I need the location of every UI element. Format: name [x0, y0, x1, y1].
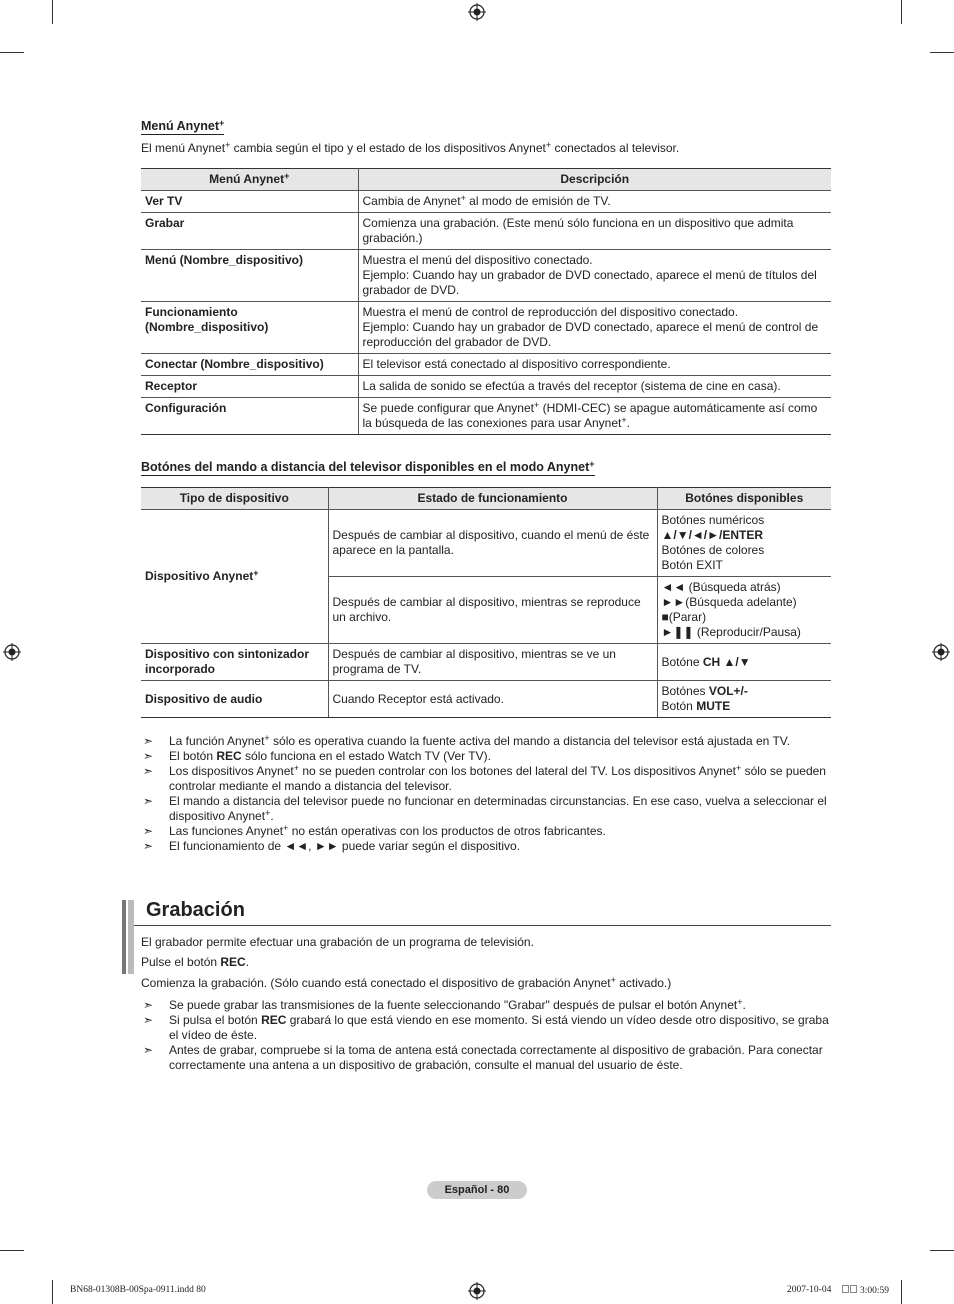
table-header: Estado de funcionamiento [328, 488, 657, 510]
buttons-cell: Botónes VOL+/- Botón MUTE [657, 681, 831, 718]
grabacion-paragraph: Comienza la grabación. (Sólo cuando está conectado el dispositivo de grabación Anynet+ activado.) [141, 975, 672, 990]
note-item: ➣ La función Anynet+ sólo es operativa cuando la fuente activa del mando a distancia del televisor está ajustada en TV. [143, 733, 791, 748]
note-arrow-icon: ➣ [143, 839, 154, 853]
note-arrow-icon: ➣ [143, 998, 154, 1012]
state-cell: Después de cambiar al dispositivo, mientras se reproduce un archivo. [328, 577, 657, 644]
footer-time: 3:00:59 [842, 1285, 889, 1296]
crop-mark [930, 1250, 954, 1251]
table-row [141, 302, 831, 354]
description-cell: Muestra el menú de control de reproducción del dispositivo conectado. Ejemplo: Cuando hay un grabador de DVD conectado, aparece el menú de control de reproducción del grabador de DVD. [358, 302, 831, 354]
crop-mark [52, 1280, 53, 1304]
description-cell: La salida de sonido se efectúa a través del receptor (sistema de cine en casa). [358, 376, 831, 398]
note-item: ➣ Antes de grabar, compruebe si la toma de antena está conectada correctamente al dispositivo de grabación. Para conectar correctamente una antena a un dispositivo de grabación, consulte el manual del usuario de éste. [143, 1043, 823, 1072]
note-item: ➣ El mando a distancia del televisor puede no funcionar en determinadas circunstancias. En ese caso, vuelva a seleccionar el dispositivo Anynet+. [143, 794, 827, 823]
menu-item-cell: Configuración [141, 398, 358, 435]
menu-item-cell: Receptor [141, 376, 358, 398]
grabacion-paragraph: El grabador permite efectuar una grabación de un programa de televisión. [141, 935, 534, 949]
note-arrow-icon: ➣ [143, 824, 154, 838]
description-cell: Cambia de Anynet+ al modo de emisión de TV. [358, 191, 831, 213]
note-item: ➣ Si pulsa el botón REC grabará lo que está viendo en ese momento. Si está viendo un vídeo desde otro dispositivo, se graba el vídeo de éste. [143, 1013, 829, 1042]
description-cell: Comienza una grabación. (Este menú sólo funciona en un dispositivo que admita grabación.) [358, 213, 831, 250]
anynet-menu-table [141, 168, 831, 435]
section-title-bar [122, 900, 126, 974]
device-type-cell: Dispositivo de audio [141, 681, 328, 718]
state-cell: Después de cambiar al dispositivo, cuando el menú de éste aparece en la pantalla. [328, 510, 657, 577]
note-item: ➣ Los dispositivos Anynet+ no se pueden controlar con los botones del lateral del TV. Los dispositivos Anynet+ sólo se pueden controlar mediante el mando a distancia del televisor. [143, 763, 826, 793]
note-item: ➣ El botón REC sólo funciona en el estado Watch TV (Ver TV). [143, 749, 491, 763]
table-row [141, 354, 831, 376]
crop-mark [0, 52, 24, 53]
note-item: ➣ Se puede grabar las transmisiones de la fuente seleccionando "Grabar" después de pulsar el botón Anynet+. [143, 997, 746, 1012]
page-number-badge: Español - 80 [427, 1181, 527, 1199]
crop-mark [901, 0, 902, 24]
table-row [141, 191, 831, 213]
table-row [141, 213, 831, 250]
table-header: Menú Anynet+ [141, 169, 358, 191]
note-item: ➣ El funcionamiento de ◄◄, ►► puede variar según el dispositivo. [143, 839, 521, 853]
table-row [141, 376, 831, 398]
table-row [141, 250, 831, 302]
device-type-cell: Dispositivo con sintonizador incorporado [141, 644, 328, 681]
description-cell: El televisor está conectado al dispositivo correspondiente. [358, 354, 831, 376]
note-arrow-icon: ➣ [143, 1043, 154, 1057]
buttons-cell: ◄◄ (Búsqueda atrás) ►►(Búsqueda adelante) ■(Parar) ►❚❚ (Reproducir/Pausa) [657, 577, 831, 644]
description-cell: Muestra el menú del dispositivo conectado. Ejemplo: Cuando hay un grabador de DVD conectado, aparece el menú de títulos del grabador de DVD. [358, 250, 831, 302]
grabacion-paragraph: Pulse el botón REC. [141, 955, 250, 969]
section-title-bar [128, 900, 134, 974]
state-cell: Cuando Receptor está activado. [328, 681, 657, 718]
anynet-menu-intro: El menú Anynet+ cambia según el tipo y el estado de los dispositivos Anynet+ conectados al televisor. [141, 140, 680, 155]
note-arrow-icon: ➣ [143, 749, 154, 763]
note-arrow-icon: ➣ [143, 734, 154, 748]
section-title-remote-buttons: Botónes del mando a distancia del televisor disponibles en el modo Anynet+ [141, 459, 595, 474]
note-arrow-icon: ➣ [143, 764, 154, 778]
crop-mark [901, 1280, 902, 1304]
crop-mark [930, 52, 954, 53]
section-title-underline [134, 925, 831, 926]
table-header: Botónes disponibles [657, 488, 831, 510]
table-header: Tipo de dispositivo [141, 488, 328, 510]
notes-list [141, 734, 831, 854]
description-cell: Se puede configurar que Anynet+ (HDMI-CEC) se apague automáticamente así como la búsqueda de las conexiones para usar Anynet+. [358, 398, 831, 435]
registration-mark-icon [932, 643, 950, 661]
footer-date: 2007-10-04 [787, 1285, 832, 1295]
note-arrow-icon: ➣ [143, 1013, 154, 1027]
menu-item-cell: Conectar (Nombre_dispositivo) [141, 354, 358, 376]
table-row [141, 681, 831, 718]
note-arrow-icon: ➣ [143, 794, 154, 808]
registration-mark-icon [468, 3, 486, 21]
notes-list [141, 998, 831, 1073]
menu-item-cell: Grabar [141, 213, 358, 250]
table-row [141, 644, 831, 681]
buttons-cell: Botóne CH ▲/▼ [657, 644, 831, 681]
menu-item-cell: Menú (Nombre_dispositivo) [141, 250, 358, 302]
table-row [141, 398, 831, 435]
crop-mark [52, 0, 53, 24]
device-type-cell: Dispositivo Anynet+ [141, 510, 328, 644]
registration-mark-icon [3, 643, 21, 661]
note-item: ➣ Las funciones Anynet+ no están operativas con los productos de otros fabricantes. [143, 823, 606, 838]
menu-item-cell: Funcionamiento (Nombre_dispositivo) [141, 302, 358, 354]
registration-mark-icon [468, 1282, 486, 1300]
table-row [141, 510, 831, 577]
state-cell: Después de cambiar al dispositivo, mientras se ve un programa de TV. [328, 644, 657, 681]
remote-buttons-table [141, 487, 831, 718]
buttons-cell: Botónes numéricos ▲/▼/◄/►/ENTER Botónes de colores Botón EXIT [657, 510, 831, 577]
page-title: Grabación [146, 899, 245, 921]
section-title-anynet-menu: Menú Anynet+ [141, 118, 225, 133]
footer-filename: BN68-01308B-00Spa-0911.indd 80 [70, 1285, 206, 1295]
menu-item-cell: Ver TV [141, 191, 358, 213]
table-header: Descripción [358, 169, 831, 191]
crop-mark [0, 1250, 24, 1251]
